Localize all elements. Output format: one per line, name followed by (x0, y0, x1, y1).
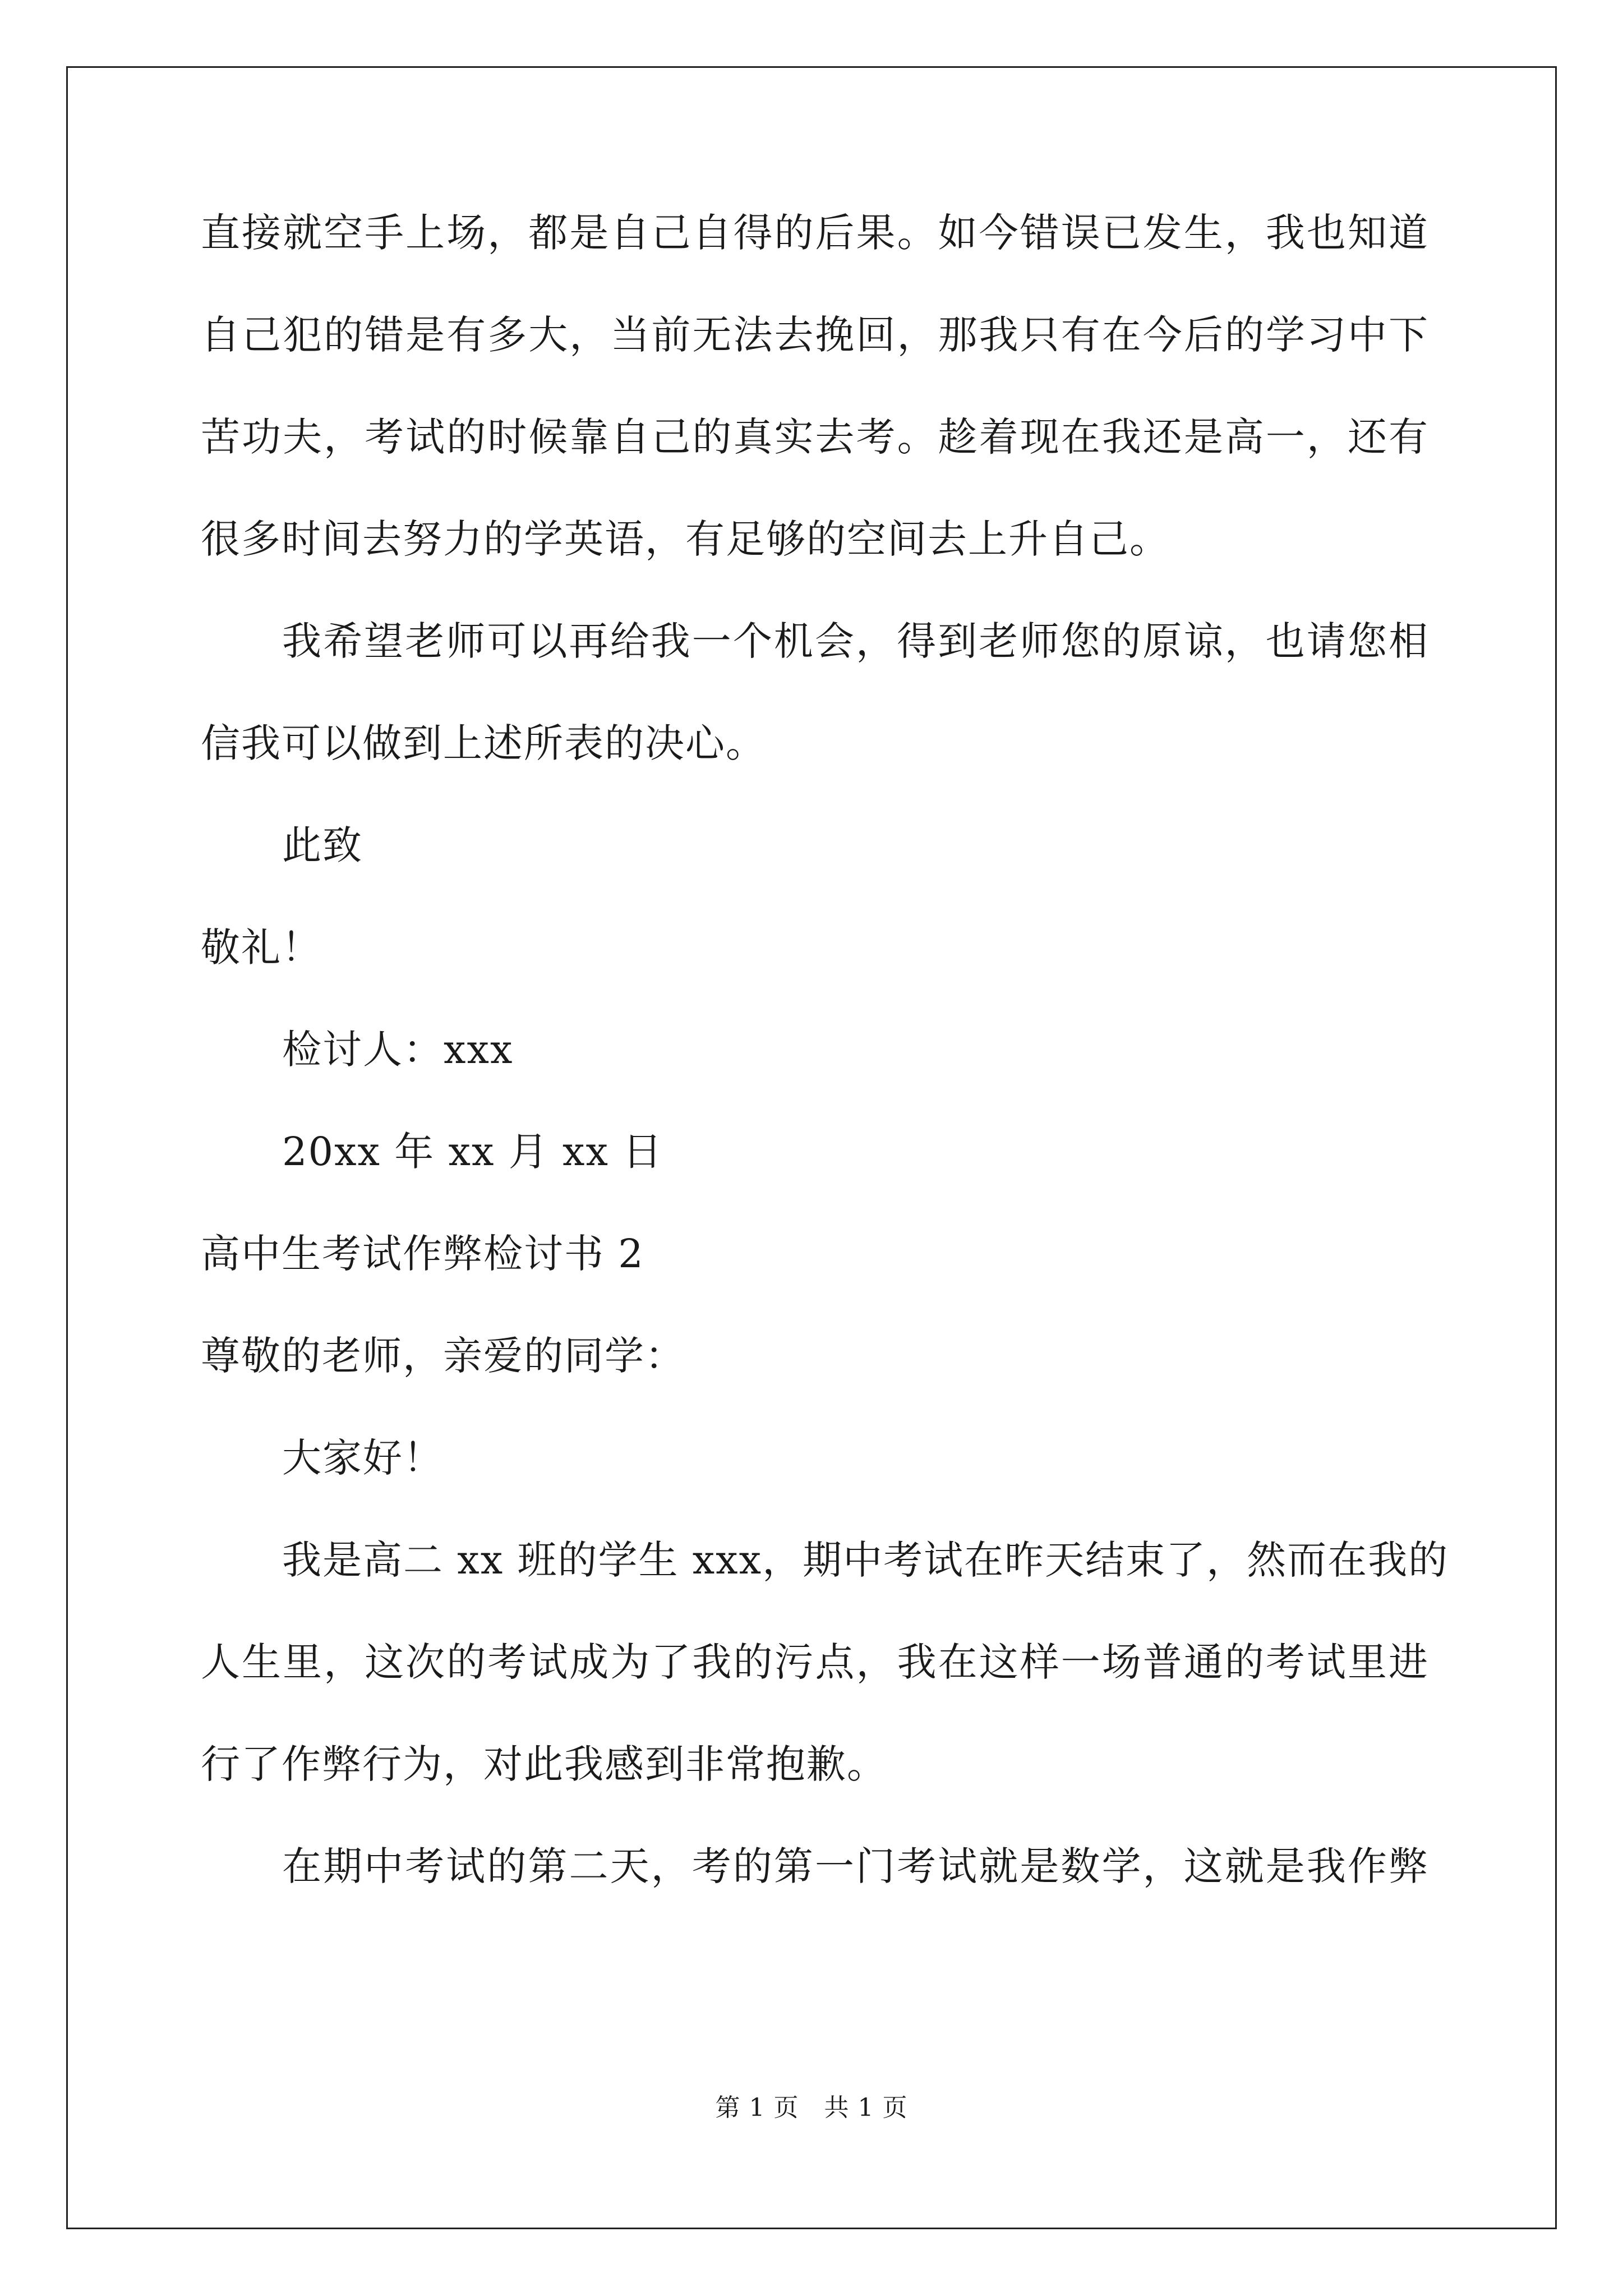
paragraph-line: 自己犯的错是有多大，当前无法去挽回，那我只有在今后的学习中下 (201, 312, 1429, 358)
section-title: 高中生考试作弊检讨书 2 (201, 1231, 644, 1277)
paragraph-line: 我希望老师可以再给我一个机会，得到老师您的原谅，也请您相 (282, 618, 1429, 664)
paragraph-line: 苦功夫，考试的时候靠自己的真实去考。趁着现在我还是高一，还有 (201, 414, 1429, 460)
signature-line: 检讨人：xxx (282, 1027, 514, 1073)
paragraph-line: 在期中考试的第二天，考的第一门考试就是数学，这就是我作弊 (282, 1843, 1429, 1889)
closing-regards: 敬礼！ (201, 924, 322, 970)
paragraph-line: 信我可以做到上述所表的决心。 (201, 720, 766, 766)
paragraph-line: 人生里，这次的考试成为了我的污点，我在这样一场普通的考试里进 (201, 1639, 1429, 1685)
date-line: 20xx 年 xx 月 xx 日 (282, 1129, 663, 1175)
closing-salutation: 此致 (282, 822, 363, 868)
paragraph-line: 直接就空手上场，都是自己自得的后果。如今错误已发生，我也知道 (201, 210, 1429, 256)
greeting-line: 尊敬的老师，亲爱的同学： (201, 1333, 685, 1379)
greeting-hello: 大家好！ (282, 1435, 444, 1481)
paragraph-line: 行了作弊行为，对此我感到非常抱歉。 (201, 1741, 887, 1787)
paragraph-line: 很多时间去努力的学英语，有足够的空间去上升自己。 (201, 516, 1170, 562)
paragraph-line: 我是高二 xx 班的学生 xxx，期中考试在昨天结束了，然而在我的 (282, 1537, 1449, 1583)
page-footer: 第 1 页 共 1 页 (715, 2093, 908, 2122)
